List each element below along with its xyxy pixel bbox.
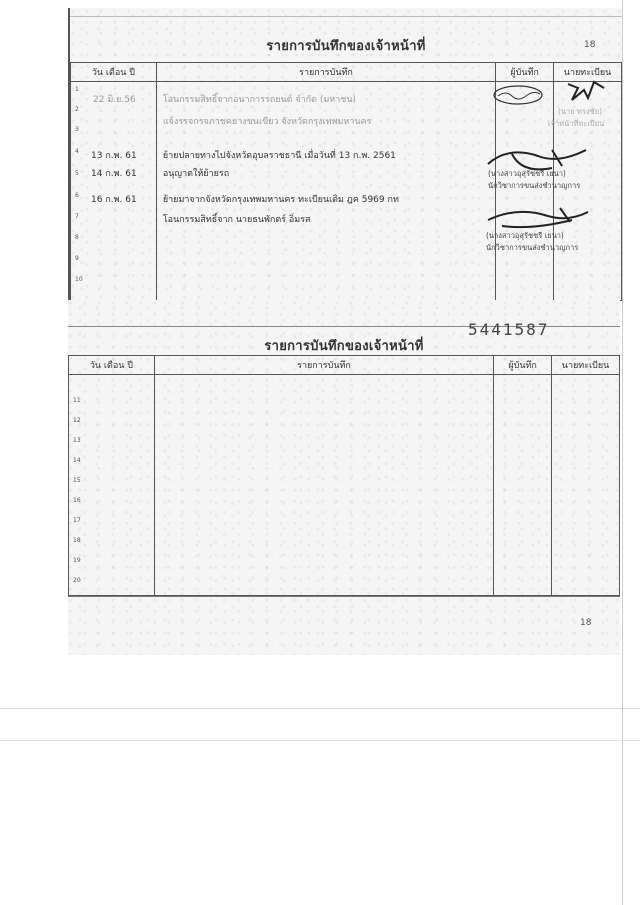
- line-number: 11: [73, 397, 81, 404]
- header-recorder: ผู้บันทึก: [494, 356, 552, 375]
- line-number: 15: [73, 477, 81, 484]
- line-number: 7: [75, 213, 79, 220]
- line-number: 1: [75, 86, 79, 93]
- entry-date: 16 ก.พ. 61: [91, 195, 137, 205]
- entry-text: ย้ายมาจากจังหวัดกรุงเทพมหานคร ทะเบียนเดิม ฎค 5969 กท: [162, 195, 399, 205]
- footer-rule: [68, 596, 620, 597]
- line-number: 14: [73, 457, 81, 464]
- page-number-top: 18: [584, 40, 596, 50]
- record-column: [157, 82, 495, 300]
- entry-date: 13 ก.พ. 61: [91, 151, 137, 161]
- recorder-title-stamp: นักวิชาการขนส่งชำนาญการ: [486, 243, 579, 252]
- line-number: 17: [73, 517, 81, 524]
- line-number: 20: [73, 577, 81, 584]
- registrar-name-stamp: (นาย ทรงชัย): [558, 107, 603, 116]
- entry-text: โอนกรรมสิทธิ์จาก นายธนพักตร์ อิ่มรส: [162, 215, 311, 225]
- header-record: รายการบันทึก: [154, 356, 493, 375]
- recorder-signature-1: [488, 80, 548, 110]
- registrar-title-stamp: เจ้าหน้าที่ทะเบียน: [548, 119, 605, 128]
- scan-line: [0, 740, 640, 741]
- record-column: [155, 375, 493, 595]
- serial-number: 5441587: [468, 320, 550, 339]
- header-recorder: ผู้บันทึก: [496, 63, 554, 82]
- header-registrar: นายทะเบียน: [552, 356, 620, 375]
- line-number: 12: [73, 417, 81, 424]
- scan-edge: [622, 0, 623, 905]
- line-number: 9: [75, 255, 79, 262]
- line-number: 6: [75, 192, 79, 199]
- section-title-top: รายการบันทึกของเจ้าหน้าที่: [266, 39, 426, 54]
- line-number: 10: [75, 276, 83, 283]
- line-number: 16: [73, 497, 81, 504]
- line-number: 18: [73, 537, 81, 544]
- header-registrar: นายทะเบียน: [554, 63, 622, 82]
- line-number: 8: [75, 234, 79, 241]
- line-number: 19: [73, 557, 81, 564]
- header-record: รายการบันทึก: [156, 63, 495, 82]
- entry-date: 14 ก.พ. 61: [91, 169, 137, 179]
- record-sheet-top: [68, 8, 622, 300]
- registrar-column: [552, 375, 619, 595]
- recorder-name-stamp: (นางสาวอุสุรัชชรี เยนา): [486, 231, 564, 240]
- entry-text: ย้ายปลายทางไปจังหวัดอุบลราชธานี เมื่อวันที่ 13 ก.พ. 2561: [162, 151, 396, 161]
- date-column: [71, 82, 156, 300]
- line-number: 13: [73, 437, 81, 444]
- record-table-bottom: [68, 355, 620, 596]
- header-rule: [70, 16, 622, 17]
- header-date: วัน เดือน ปี: [69, 356, 155, 375]
- line-number: 4: [75, 148, 79, 155]
- entry-date: 22 มิ.ย.56: [93, 95, 136, 105]
- registrar-signature-1: [564, 78, 612, 104]
- line-number: 3: [75, 126, 79, 133]
- header-date: วัน เดือน ปี: [71, 63, 157, 82]
- entry-text: แจ้งรรจกรจภาชคยางขนเขียว จังหวัดกรุงเทพมหานคร: [162, 117, 372, 127]
- date-column: [69, 375, 154, 595]
- section-title-bottom: รายการบันทึกของเจ้าหน้าที่: [264, 339, 424, 354]
- entry-text: โอนกรรมสิทธิ์จากอนาการรถยนต์ จำกัด (มหาชน): [162, 95, 357, 105]
- recorder-name-stamp: (นางสาวอุสุรัชชรี เยนา): [488, 169, 566, 178]
- record-sheet-bottom: [68, 300, 620, 655]
- recorder-title-stamp: นักวิชาการขนส่งชำนาญการ: [488, 181, 581, 190]
- recorder-column: [494, 375, 551, 595]
- entry-text: อนุญาตให้ย้ายรถ: [162, 169, 230, 179]
- page-number-bottom: 18: [580, 618, 592, 628]
- line-number: 2: [75, 106, 79, 113]
- scan-line: [0, 708, 640, 709]
- line-number: 5: [75, 170, 79, 177]
